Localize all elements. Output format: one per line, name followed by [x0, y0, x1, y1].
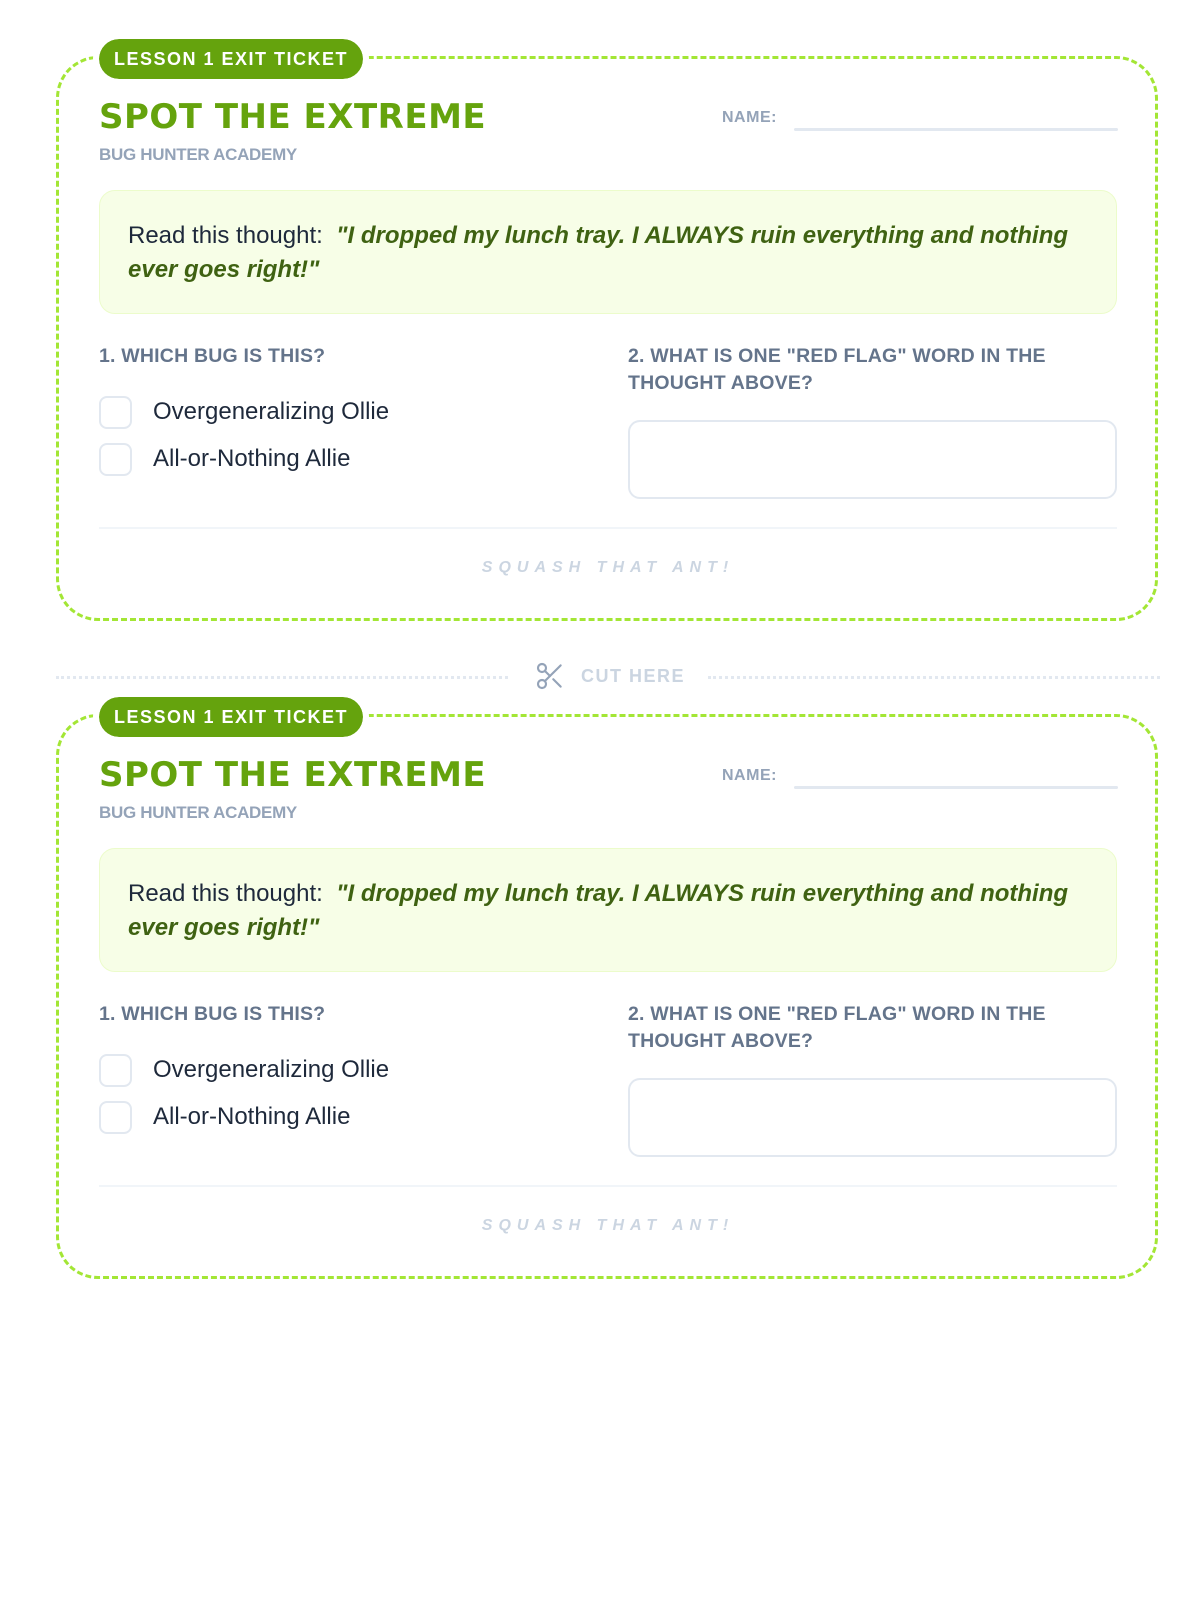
divider — [99, 1185, 1117, 1187]
option-overgeneralizing-ollie[interactable] — [99, 395, 389, 429]
checkbox[interactable] — [99, 1101, 132, 1134]
ticket-subtitle: BUG HUNTER ACADEMY — [99, 145, 297, 164]
name-field[interactable] — [794, 128, 1118, 131]
ticket-title: SPOT THE EXTREME — [99, 97, 487, 137]
option-all-or-nothing-allie[interactable] — [99, 442, 350, 476]
exit-ticket-1 — [56, 48, 1158, 621]
quote-lead: Read this thought: — [128, 222, 323, 249]
ticket-badge: LESSON 1 EXIT TICKET — [99, 39, 363, 79]
ticket-subtitle: BUG HUNTER ACADEMY — [99, 803, 297, 822]
option-label: All-or-Nothing Allie — [153, 445, 351, 472]
ticket-footer: SQUASH THAT ANT! — [481, 559, 735, 576]
name-label: NAME: — [722, 767, 777, 784]
name-field[interactable] — [794, 786, 1118, 789]
question-1-heading: 1. WHICH BUG IS THIS? — [99, 345, 326, 367]
ticket-footer: SQUASH THAT ANT! — [481, 1217, 735, 1234]
option-label: Overgeneralizing Ollie — [153, 398, 390, 425]
checkbox[interactable] — [99, 1054, 132, 1087]
checkbox[interactable] — [99, 443, 132, 476]
option-all-or-nothing-allie[interactable] — [99, 1100, 350, 1134]
name-label: NAME: — [722, 109, 777, 126]
cut-here-row — [56, 660, 1160, 694]
quote-text: "I dropped my lunch tray. I ALWAYS ruin everything and nothing ever goes right!" — [128, 880, 1069, 941]
divider — [99, 527, 1117, 529]
cut-here-label: CUT HERE — [581, 666, 686, 686]
cut-line-left — [56, 676, 508, 679]
thought-quote-box — [99, 190, 1117, 314]
question-1-heading: 1. WHICH BUG IS THIS? — [99, 1003, 326, 1025]
red-flag-answer-field[interactable] — [628, 420, 1117, 499]
option-label: Overgeneralizing Ollie — [153, 1056, 390, 1083]
ticket-badge: LESSON 1 EXIT TICKET — [99, 697, 363, 737]
question-2-heading: 2. WHAT IS ONE "RED FLAG" WORD IN THE THOUGHT ABOVE? — [628, 345, 1046, 394]
cut-line-right — [708, 676, 1160, 679]
scissors-icon — [534, 660, 566, 692]
question-2-heading: 2. WHAT IS ONE "RED FLAG" WORD IN THE THOUGHT ABOVE? — [628, 1003, 1046, 1052]
option-overgeneralizing-ollie[interactable] — [99, 1053, 389, 1087]
red-flag-answer-field[interactable] — [628, 1078, 1117, 1157]
option-label: All-or-Nothing Allie — [153, 1103, 351, 1130]
thought-quote-box — [99, 848, 1117, 972]
checkbox[interactable] — [99, 396, 132, 429]
quote-text: "I dropped my lunch tray. I ALWAYS ruin everything and nothing ever goes right!" — [128, 222, 1069, 283]
ticket-title: SPOT THE EXTREME — [99, 755, 487, 795]
exit-ticket-2 — [56, 706, 1158, 1279]
quote-lead: Read this thought: — [128, 880, 323, 907]
